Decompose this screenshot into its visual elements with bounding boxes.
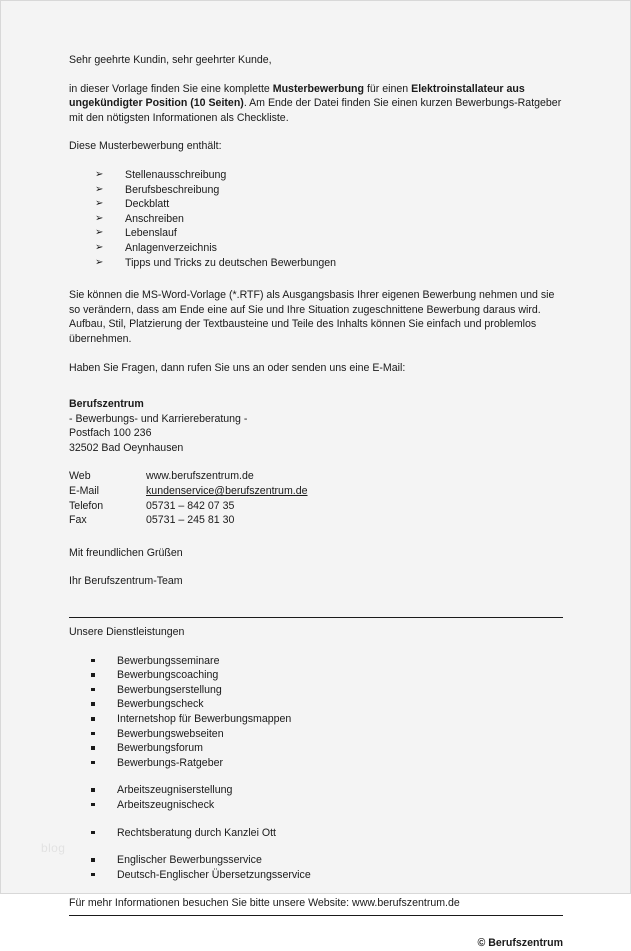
questions-line: Haben Sie Fragen, dann rufen Sie uns an oder senden uns eine E-Mail:: [69, 361, 406, 374]
intro-bold-1: Musterbewerbung: [272, 82, 364, 95]
contact-value-email[interactable]: kundenservice@berufszentrum.de: [146, 485, 308, 498]
services-list-primary: [69, 654, 563, 771]
arrow-bullet-icon: ➢: [95, 168, 104, 180]
list-item-label: Deckblatt: [125, 198, 170, 211]
table-row: [69, 484, 308, 499]
list-item: [69, 654, 563, 669]
square-bullet-icon: [91, 688, 95, 692]
contact-value-web[interactable]: www.berufszentrum.de: [146, 470, 254, 483]
contact-label: Web: [69, 470, 91, 483]
intro-bold-2: Elektroinstallateur aus ungekündigter Position (10 Seiten): [69, 82, 525, 110]
contact-label: E-Mail: [69, 485, 100, 498]
services-list-legal: [69, 826, 563, 841]
list-item: [69, 197, 563, 212]
arrow-bullet-icon: ➢: [95, 256, 104, 268]
contact-label: Telefon: [69, 499, 104, 512]
list-item: [69, 168, 563, 183]
services-list-certificates: [69, 783, 563, 812]
list-item: [69, 212, 563, 227]
services-divider: [69, 617, 563, 618]
more-info-line[interactable]: Für mehr Informationen besuchen Sie bitte unsere Website: www.berufszentrum.de: [69, 897, 460, 910]
list-item: [69, 783, 563, 798]
intro-part-1: in dieser Vorlage finden Sie eine komplette: [69, 82, 273, 95]
list-item: [69, 727, 563, 742]
usage-paragraph: Sie können die MS-Word-Vorlage (*.RTF) als Ausgangsbasis Ihrer eigenen Bewerbung nehmen und sie so verändern, dass am Ende eine auf Sie und Ihre Situation zugeschnittene Bewerbung daraus wird. Aufbau, Stil, Platzierung der Textbausteine und Teile des Inhalts können Sie einfach und problemlos übernehmen.: [69, 289, 555, 345]
contains-heading: Diese Musterbewerbung enthält:: [69, 140, 222, 153]
list-item: [69, 226, 563, 241]
list-item-label: Englischer Bewerbungsservice: [117, 854, 262, 867]
list-item-label: Bewerbungswebseiten: [117, 727, 224, 740]
address-block: [69, 397, 563, 455]
intro-part-3: . Am Ende der Datei finden Sie einen kurzen Bewerbungs-Ratgeber mit den nötigsten Informationen als Checkliste.: [69, 97, 562, 124]
list-item-label: Anschreiben: [125, 212, 184, 225]
arrow-bullet-icon: ➢: [95, 212, 104, 224]
contact-table: [69, 469, 308, 527]
list-item: [69, 256, 563, 271]
closing-line: Mit freundlichen Grüßen: [69, 546, 183, 559]
square-bullet-icon: [91, 831, 95, 835]
list-item: [69, 183, 563, 198]
square-bullet-icon: [91, 717, 95, 721]
square-bullet-icon: [91, 761, 95, 765]
square-bullet-icon: [91, 673, 95, 677]
list-item-label: Rechtsberatung durch Kanzlei Ott: [117, 826, 276, 839]
list-item-label: Bewerbungsseminare: [117, 654, 220, 667]
company-name: Berufszentrum: [69, 398, 144, 411]
list-item-label: Bewerbungscheck: [117, 698, 204, 711]
company-subtitle: - Bewerbungs- und Karriereberatung -: [69, 412, 248, 425]
list-item: [69, 697, 563, 712]
intro-paragraph: [69, 82, 563, 126]
list-item: [69, 741, 563, 756]
services-heading: Unsere Dienstleistungen: [69, 626, 185, 639]
list-item-label: Bewerbungsforum: [117, 742, 203, 755]
arrow-bullet-icon: ➢: [95, 198, 104, 210]
contact-label: Fax: [69, 514, 87, 527]
list-item-label: Berufsbeschreibung: [125, 183, 220, 196]
services-list-language: [69, 853, 563, 882]
contact-value-phone: 05731 – 842 07 35: [146, 499, 235, 512]
list-item: [69, 868, 563, 883]
arrow-bullet-icon: ➢: [95, 183, 104, 195]
postbox: Postfach 100 236: [69, 427, 152, 440]
table-row: [69, 513, 308, 528]
list-item-label: Bewerbungs-Ratgeber: [117, 756, 223, 769]
document-content: [69, 53, 563, 951]
list-item-label: Arbeitszeugnischeck: [117, 798, 215, 811]
copyright-notice: © Berufszentrum: [477, 936, 563, 949]
list-item-label: Stellenausschreibung: [125, 168, 227, 181]
arrow-bullet-icon: ➢: [95, 227, 104, 239]
list-item-label: Arbeitszeugniserstellung: [117, 784, 233, 797]
list-item-label: Deutsch-Englischer Übersetzungsservice: [117, 868, 311, 881]
list-item-label: Bewerbungscoaching: [117, 669, 219, 682]
contact-value-fax: 05731 – 245 81 30: [146, 514, 235, 527]
square-bullet-icon: [91, 803, 95, 807]
arrow-bullet-icon: ➢: [95, 241, 104, 253]
square-bullet-icon: [91, 659, 95, 663]
city: 32502 Bad Oeynhausen: [69, 441, 184, 454]
square-bullet-icon: [91, 858, 95, 862]
list-item-label: Lebenslauf: [125, 227, 177, 240]
list-item: [69, 668, 563, 683]
list-item-label: Internetshop für Bewerbungsmappen: [117, 713, 292, 725]
table-row: [69, 499, 308, 514]
list-item-label: Anlagenverzeichnis: [125, 241, 217, 254]
list-item: [69, 683, 563, 698]
list-item: [69, 241, 563, 256]
table-row: [69, 469, 308, 484]
footer-divider: [69, 915, 563, 916]
square-bullet-icon: [91, 746, 95, 750]
list-item: [69, 712, 563, 727]
square-bullet-icon: [91, 873, 95, 877]
intro-part-2: für einen: [364, 82, 412, 95]
list-item: [69, 798, 563, 813]
signature-line: Ihr Berufszentrum-Team: [69, 575, 183, 588]
square-bullet-icon: [91, 732, 95, 736]
list-item: [69, 853, 563, 868]
list-item-label: Bewerbungserstellung: [117, 683, 222, 696]
list-item: [69, 826, 563, 841]
salutation: Sehr geehrte Kundin, sehr geehrter Kunde,: [69, 54, 272, 66]
blog-watermark: blog: [41, 841, 66, 855]
square-bullet-icon: [91, 788, 95, 792]
square-bullet-icon: [91, 702, 95, 706]
list-item: [69, 756, 563, 771]
contents-list: [69, 168, 563, 270]
list-item-label: Tipps und Tricks zu deutschen Bewerbungen: [125, 256, 337, 269]
